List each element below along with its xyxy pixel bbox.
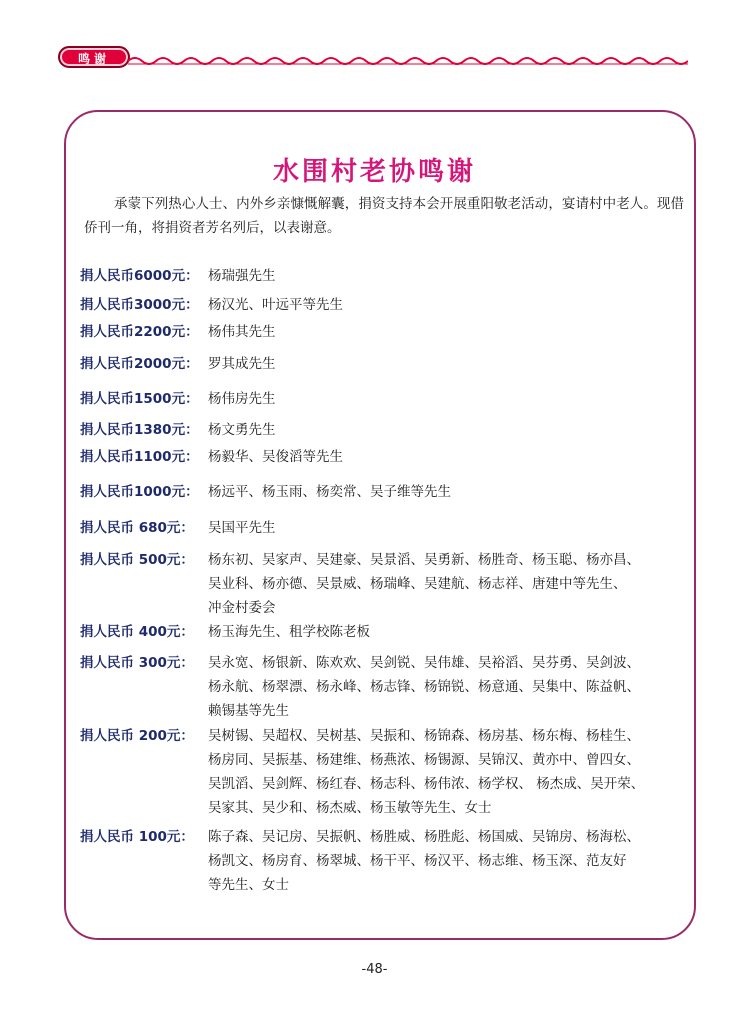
donation-amount: 捐人民币1100元：: [80, 449, 199, 465]
donation-amount: 捐人民币 400元：: [80, 624, 194, 640]
donation-amount: 捐人民币 680元：: [80, 520, 194, 536]
donor-line: 杨伟其先生: [208, 324, 276, 340]
donation-amount: 捐人民币1000元：: [80, 484, 199, 500]
donor-names: [208, 264, 688, 288]
donor-line: 杨凯文、杨房育、杨翠城、杨干平、杨汉平、杨志维、杨玉深、范友好: [208, 853, 627, 869]
donor-line: 吴永宽、杨银新、陈欢欢、吴剑锐、吴伟雄、吴裕滔、吴芬勇、吴剑波、: [208, 655, 640, 671]
donor-names: [208, 825, 688, 897]
donation-amount: 捐人民币 300元：: [80, 655, 194, 671]
donor-line: 杨汉光、叶远平等先生: [208, 297, 343, 313]
donor-names: [208, 352, 688, 376]
donor-line: 杨毅华、吴俊滔等先生: [208, 449, 343, 465]
donor-line: 陈子森、吴记房、吴振帆、杨胜威、杨胜彪、杨国威、吴锦房、杨海松、: [208, 829, 640, 845]
donation-amount: 捐人民币3000元：: [80, 297, 199, 313]
donor-line: 赖锡基等先生: [208, 703, 289, 719]
donor-names: [208, 516, 688, 540]
donor-line: 吴凯滔、吴剑辉、杨红春、杨志科、杨伟浓、杨学权、 杨杰成、吴开荣、: [208, 776, 645, 792]
donation-amount: 捐人民币1500元：: [80, 391, 199, 407]
donor-names: [208, 724, 688, 820]
donor-line: 吴家其、吴少和、杨杰威、杨玉敏等先生、女士: [208, 800, 492, 816]
donor-line: 杨瑞强先生: [208, 268, 276, 284]
page-number: -48-: [361, 962, 388, 977]
donor-line: 吴国平先生: [208, 520, 276, 536]
page-title: 水围村老协鸣谢: [272, 157, 476, 187]
donor-line: 杨永航、杨翠漂、杨永峰、杨志锋、杨锦锐、杨意通、吴集中、陈益帆、: [208, 679, 640, 695]
section-tab: [58, 46, 130, 68]
donor-line: 罗其成先生: [208, 356, 276, 372]
donation-amount: 捐人民币 100元：: [80, 829, 194, 845]
donor-names: [208, 548, 688, 620]
donor-line: 杨东初、吴家声、吴建豪、吴景滔、吴勇新、杨胜奇、杨玉聪、杨亦昌、: [208, 552, 640, 568]
intro-paragraph: 承蒙下列热心人士、内外乡亲慷慨解囊，捐资支持本会开展重阳敬老活动，宴请村中老人。现借侨刊一角，将捐资者芳名列后，以表谢意。: [84, 196, 684, 236]
donor-names: [208, 480, 688, 504]
donor-names: [208, 445, 688, 469]
donor-names: [208, 293, 688, 317]
header-wave-divider: [128, 54, 688, 68]
donation-amount: 捐人民币 500元：: [80, 552, 194, 568]
donor-names: [208, 418, 688, 442]
section-tab-label: 鸣谢: [77, 52, 110, 66]
donor-names: [208, 620, 688, 644]
donation-amount: 捐人民币2000元：: [80, 356, 199, 372]
donation-amount: 捐人民币6000元：: [80, 268, 199, 284]
donor-line: 吴业科、杨亦德、吴景威、杨瑞峰、吴建航、杨志祥、唐建中等先生、: [208, 576, 627, 592]
donor-names: [208, 387, 688, 411]
donor-line: 吴树锡、吴超权、吴树基、吴振和、杨锦森、杨房基、杨东梅、杨桂生、: [208, 728, 640, 744]
donation-amount: 捐人民币 200元：: [80, 728, 194, 744]
donor-line: 杨文勇先生: [208, 422, 276, 438]
donor-names: [208, 651, 688, 723]
donor-line: 杨伟房先生: [208, 391, 276, 407]
donor-line: 杨远平、杨玉雨、杨奕常、吴子维等先生: [208, 484, 451, 500]
donor-line: 冲金村委会: [208, 600, 276, 616]
donation-amount: 捐人民币2200元：: [80, 324, 199, 340]
donor-line: 等先生、女士: [208, 877, 289, 893]
donor-line: 杨房同、吴振基、杨建维、杨燕浓、杨锡源、吴锦汉、黄亦中、曾四女、: [208, 752, 640, 768]
donation-amount: 捐人民币1380元：: [80, 422, 199, 438]
donor-line: 杨玉海先生、租学校陈老板: [208, 624, 370, 640]
donor-names: [208, 320, 688, 344]
